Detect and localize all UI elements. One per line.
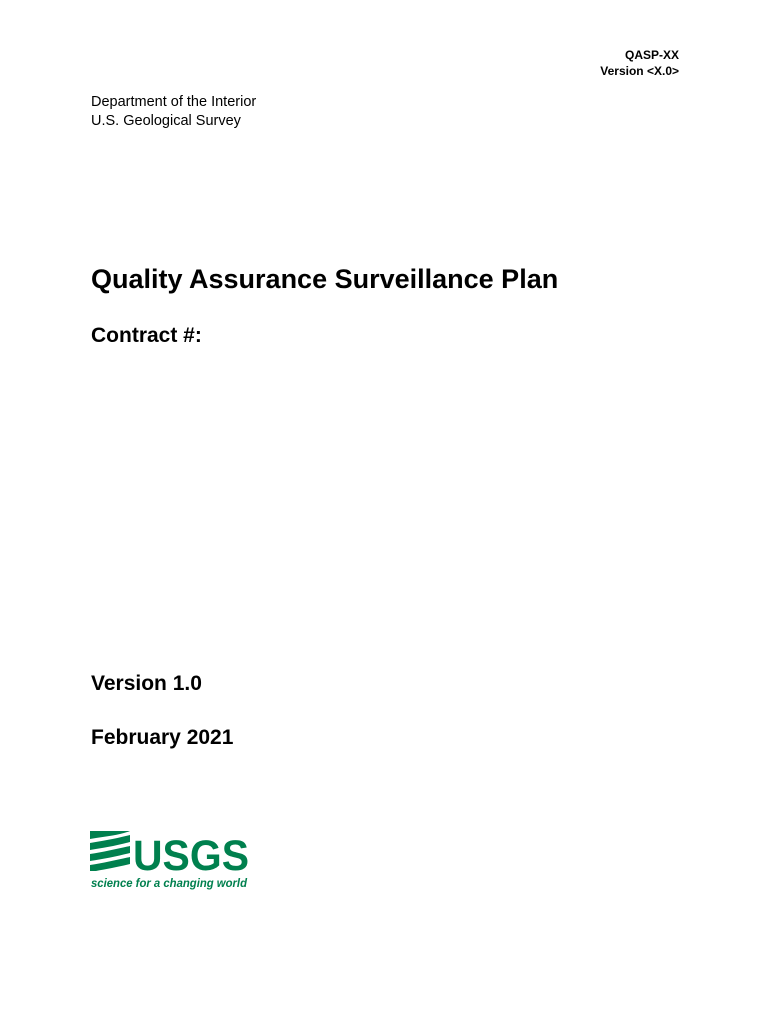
usgs-wave-emblem-icon: [90, 831, 130, 871]
document-date: February 2021: [91, 726, 234, 749]
department-name: Department of the Interior: [91, 94, 257, 110]
usgs-wordmark: USGS: [133, 832, 249, 880]
version-placeholder: Version <X.0>: [600, 64, 679, 78]
usgs-tagline: science for a changing world: [91, 876, 248, 890]
usgs-logo: [90, 829, 250, 893]
document-id: QASP-XX: [624, 48, 679, 62]
contract-number-label: Contract #:: [91, 324, 202, 347]
document-title: Quality Assurance Surveillance Plan: [91, 264, 559, 294]
bureau-name: U.S. Geological Survey: [91, 113, 241, 129]
agency-block: [91, 93, 256, 131]
document-version: Version 1.0: [91, 672, 202, 695]
document-header: [600, 47, 679, 79]
